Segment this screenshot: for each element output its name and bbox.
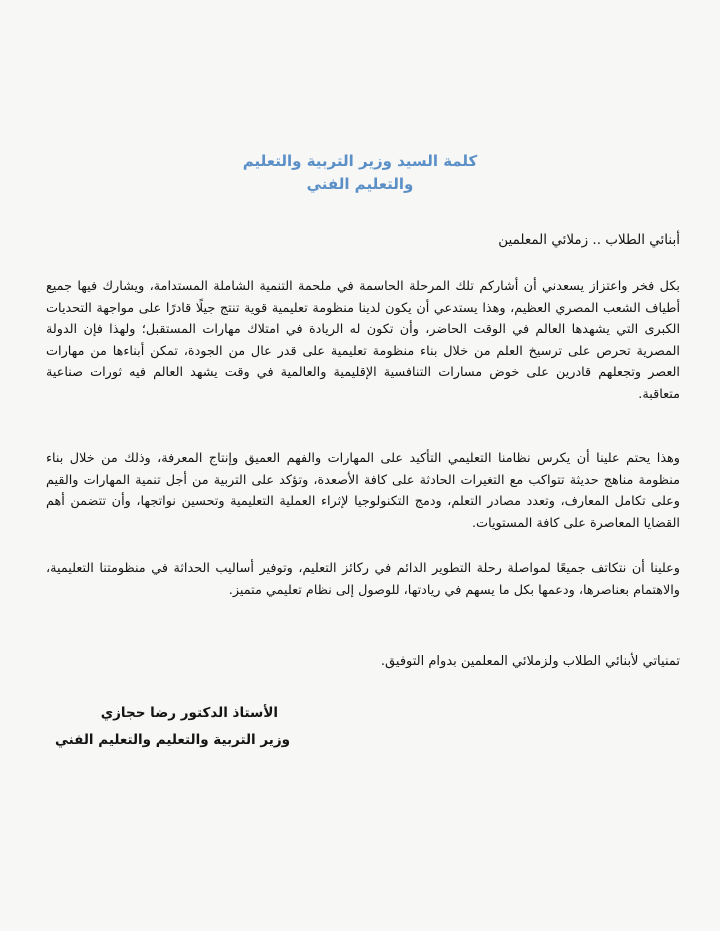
closing-line: تمنياتي لأبنائي الطلاب ولزملائي المعلمين بدوام التوفيق. (380, 654, 680, 669)
signature-name: الأستاذ الدكتور رضا حجازي (100, 705, 278, 721)
paragraph: وهذا يحتم علينا أن يكرس نظامنا التعليمي التأكيد على المهارات والفهم العميق وإنتاج المعرفة، وذلك من خلال بناء منظومة مناهج حديثة تتواكب مع التغيرات الحادثة على كافة الأصعدة، وتؤكد على التربية من أجل تنمية المهارات والقيم وعلى تكامل المعارف، وتعدد مصادر التعلم، ودمج التكنولوجيا لإثراء العملية التعليمية وتحسين نواتجها، وأن تتضمن أهم القضايا المعاصرة على كافة المستويات. (46, 451, 680, 531)
title-line-2: والتعليم الفني (306, 175, 414, 193)
greeting: أبنائي الطلاب .. زملائي المعلمين (498, 232, 680, 248)
paragraph: وعلينا أن نتكاتف جميعًا لمواصلة رحلة التطوير الدائم في ركائز التعليم، وتوفير أساليب الحداثة في منظومتنا التعليمية، والاهتمام بعناصرها، ودعمها بكل ما يسهم في ريادتها، للوصول إلى نظام تعليمي متميز. (46, 561, 680, 598)
signature-title: وزير التربية والتعليم والتعليم الفني (54, 732, 290, 748)
signature-block (40, 700, 290, 754)
title-line-1: كلمة السيد وزير التربية والتعليم (242, 152, 478, 170)
paragraph: بكل فخر واعتزاز يسعدني أن أشاركم تلك المرحلة الحاسمة في ملحمة التنمية الشاملة المستدامة، ويشارك فيها جميع أطياف الشعب المصري العظيم، وهذا يستدعي أن يكون لدينا منظومة تعليمية قوية تنتج جيلًا قادرًا على مواجهة التحديات الكبرى التي يشهدها العالم في الوقت الحاضر، وأن تكون له الريادة في امتلاك مهارات المستقبل؛ ولهذا فإن الدولة المصرية تحرص على ترسيخ العلم من خلال بناء منظومة تعليمية على قدر عال من الجودة، تمكن أبناءها من مهارات العصر وتجعلهم قادرين على خوض مسارات التنافسية الإقليمية والعالمية في وقت يشهد العالم فيه ثورات صناعية متعاقبة. (46, 279, 680, 402)
document-title (0, 150, 720, 196)
